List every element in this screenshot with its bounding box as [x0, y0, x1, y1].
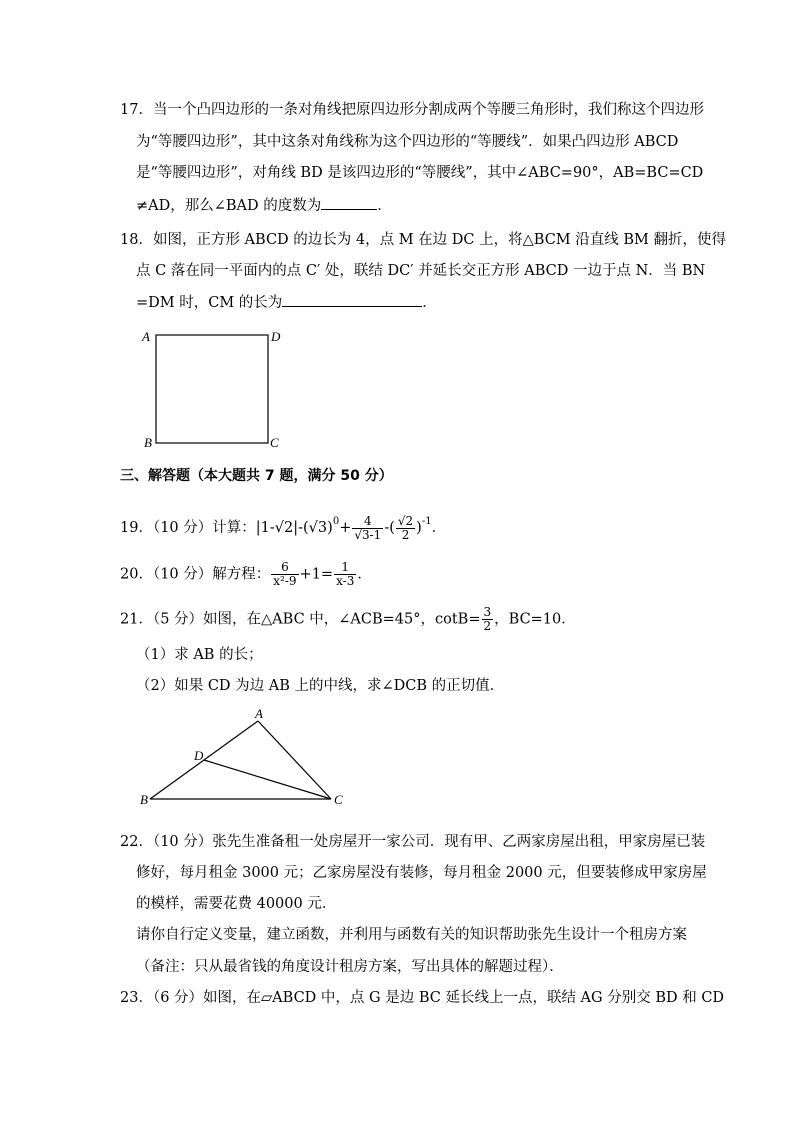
q22-line2: 修好，每月租金 3000 元；乙家房屋没有装修，每月租金 2000 元，但要装修成甲家房屋 [136, 865, 707, 881]
q17-line4-end: ． [377, 198, 392, 214]
label-c: C [270, 435, 279, 450]
q21-cot-num: 3 [483, 605, 492, 619]
q22-line4: 请你自行定义变量，建立函数，并利用与函数有关的知识帮助张先生设计一个租房方案 [136, 927, 687, 943]
triangle-figure [130, 708, 360, 813]
q21-cot-den: 2 [483, 619, 492, 633]
q19-frac [352, 515, 383, 542]
square-abcd [156, 335, 268, 443]
q18-line2: 点 C 落在同一平面内的点 C′ 处，联结 DC′ 并延长交正方形 ABCD 一边于点 N．当 BN [136, 263, 706, 279]
q19-frac2-num: √2 [397, 513, 414, 528]
label-a: A [142, 329, 150, 344]
answer-blank [321, 195, 377, 210]
q22-line5: （备注：只从最省钱的角度设计租房方案，写出具体的解题过程）． [136, 959, 564, 975]
q23-line1: 23．（6 分）如图，在▱ABCD 中，点 G 是边 BC 延长线上一点，联结 AG 分别交 BD 和 CD [120, 990, 725, 1006]
q19-line [120, 512, 446, 542]
q20-frac2 [334, 561, 356, 588]
label-b: B [140, 792, 148, 807]
q20-line [120, 561, 372, 588]
q19-abs: |1-√2|-(√3) [255, 520, 333, 536]
label-b: B [144, 435, 152, 450]
q19-close: ) [416, 520, 422, 536]
q17-line1: 17．当一个凸四边形的一条对角线把原四边形分割成两个等腰三角形时，我们称这个四边形 [120, 102, 704, 118]
q19-prefix: 19．（10 分）计算： [120, 520, 256, 536]
q19-exp0: 0 [332, 516, 340, 527]
q19-end: ． [431, 520, 447, 536]
q21-sub1: （1）求 AB 的长； [136, 647, 263, 663]
q19-frac2 [396, 515, 415, 542]
q21-cot-frac [482, 606, 494, 633]
q20-frac-den: x²-9 [273, 574, 297, 588]
q20-frac2-den: x-3 [336, 574, 355, 588]
q21-line1 [120, 606, 576, 633]
label-d: D [271, 329, 281, 344]
q20-frac [271, 561, 298, 588]
q19-exp-neg1: -1 [421, 516, 432, 527]
q18-line3 [136, 292, 437, 313]
q17-line4-text: ≠AD，那么∠BAD 的度数为 [136, 198, 322, 214]
q19-minus: -( [384, 520, 395, 536]
q18-line1: 18．如图，正方形 ABCD 的边长为 4，点 M 在边 DC 上，将△BCM 沿直线 BM 翻折，使得 [120, 232, 726, 248]
q17-line4 [136, 195, 392, 216]
q20-end: ． [357, 566, 372, 583]
label-d: D [194, 748, 204, 763]
section-title: 三、解答题（本大题共 7 题，满分 50 分） [120, 468, 393, 484]
q20-mid: +1= [299, 566, 334, 583]
answer-blank [282, 292, 422, 307]
q22-line3: 的模样，需要花费 40000 元． [136, 896, 337, 912]
q20-prefix: 20．（10 分）解方程： [120, 566, 271, 583]
square-figure [130, 322, 300, 452]
label-a: A [255, 708, 263, 721]
q19-frac2-den: 2 [401, 527, 410, 542]
q21-text-end: ，BC=10． [494, 611, 576, 628]
q21-text: 21．（5 分）如图，在△ABC 中，∠ACB=45°，cotB= [120, 611, 481, 628]
q18-line3-end: ． [422, 295, 437, 311]
q22-line1: 22．（10 分）张先生准备租一处房屋开一家公司．现有甲、乙两家房屋出租，甲家房屋已装 [120, 834, 706, 850]
q19-frac-num: 4 [352, 515, 383, 529]
q21-sub2: （2）如果 CD 为边 AB 上的中线，求∠DCB 的正切值． [136, 678, 505, 694]
q17-line2: 为“等腰四边形”，其中这条对角线称为这个四边形的“等腰线”．如果凸四边形 ABCD [136, 134, 679, 150]
q18-line3-text: =DM 时，CM 的长为 [136, 295, 283, 311]
q17-line3: 是“等腰四边形”，对角线 BD 是该四边形的“等腰线”，其中∠ABC=90°，AB=BC=CD [136, 165, 704, 181]
q20-frac-num: 6 [271, 561, 298, 575]
q19-plus: + [339, 520, 352, 536]
q19-frac-den: √3-1 [354, 527, 382, 542]
q20-frac2-num: 1 [334, 561, 356, 575]
label-c: C [334, 792, 343, 807]
